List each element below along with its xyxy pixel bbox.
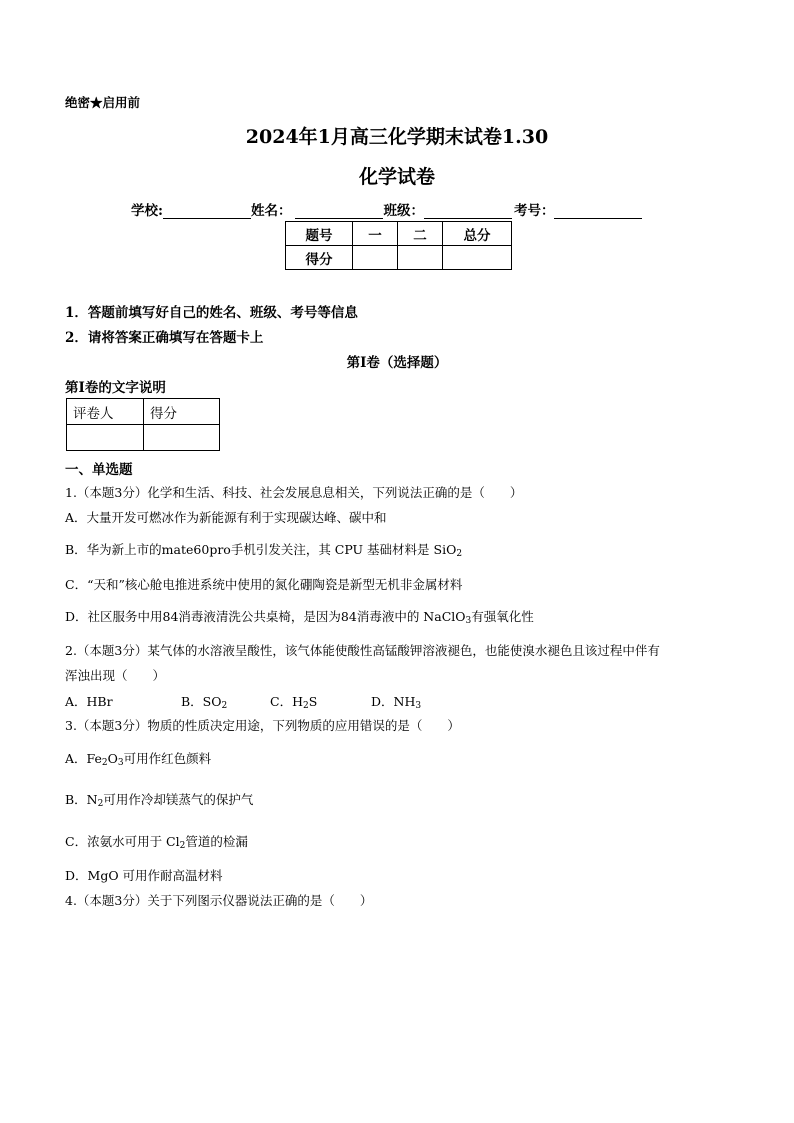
score-row-label: 得分 (286, 246, 353, 270)
q2-stem-line2: 浑浊出现（ ） (65, 668, 166, 683)
school-field[interactable] (163, 204, 251, 219)
q2-option-b: B．$SO_2$ (181, 694, 228, 711)
section-title: 一、单选题 (65, 462, 133, 478)
part-title: 第I卷（选择题） (346, 355, 448, 371)
score-cell (398, 246, 443, 270)
q3-stem: 3.（本题3分）物质的性质决定用途，下列物质的应用错误的是（ ） (65, 718, 460, 733)
score-header-cell: 题号 (286, 222, 353, 246)
q2-stem-line1: 2.（本题3分）某气体的水溶液呈酸性，该气体能使酸性高锰酸钾溶液褪色，也能使溴水褪色且该过程中伴有 (65, 643, 660, 658)
q1-option-a: A．大量开发可燃冰作为新能源有利于实现碳达峰、碳中和 (65, 510, 387, 525)
instruction-1: 1．答题前填写好自己的姓名、班级、考号等信息 (65, 305, 358, 321)
q3-option-b: B．$N_2$可用作冷却镁蒸气的保护气 (65, 792, 254, 809)
class-label: 班级： (383, 203, 424, 219)
q1-option-b: B．华为新上市的mate60pro手机引发关注，其 CPU 基础材料是 SiO$_2$ (65, 542, 463, 559)
q2-option-c: C．$H_2S$ (270, 694, 318, 711)
q2-option-d: D．$NH_3$ (371, 694, 422, 711)
score-header-cell: 一 (353, 222, 398, 246)
grader-table (66, 398, 220, 451)
q3-option-d: D．MgO 可用作耐高温材料 (65, 868, 223, 883)
part-note: 第I卷的文字说明 (65, 380, 166, 396)
school-label: 学校: (131, 203, 163, 219)
grader-label: 评卷人 (67, 399, 144, 425)
score-header-cell: 总分 (443, 222, 512, 246)
class-field[interactable] (424, 204, 512, 219)
q4-stem: 4.（本题3分）关于下列图示仪器说法正确的是（ ） (65, 893, 373, 908)
q3-option-c: C．浓氨水可用于 $Cl_2$管道的检漏 (65, 834, 248, 851)
grader-cell (144, 425, 220, 451)
secret-label: 绝密★启用前 (65, 95, 141, 110)
student-info-line (131, 199, 642, 219)
name-label: 姓名： (250, 203, 292, 219)
number-field[interactable] (554, 204, 642, 219)
main-title: 2024年1月高三化学期末试卷1.30 (245, 126, 549, 148)
q1-option-c: C．“天和”核心舱电推进系统中使用的氮化硼陶瓷是新型无机非金属材料 (65, 577, 463, 592)
grader-score-label: 得分 (144, 399, 220, 425)
q1-stem: 1.（本题3分）化学和生活、科技、社会发展息息相关，下列说法正确的是（ ） (65, 485, 523, 500)
q1-option-d: D．社区服务中用84消毒液清洗公共桌椅，是因为84消毒液中的 NaClO$_3$有强氧化性 (65, 609, 534, 626)
number-label: 考号： (513, 203, 555, 219)
score-cell (443, 246, 512, 270)
q3-option-a: A．$Fe_2O_3$可用作红色颜料 (65, 751, 212, 768)
score-cell (353, 246, 398, 270)
score-header-cell: 二 (398, 222, 443, 246)
instruction-2: 2．请将答案正确填写在答题卡上 (65, 330, 264, 346)
q2-option-a: A．HBr (65, 694, 113, 709)
score-table (285, 221, 512, 270)
name-field[interactable] (295, 204, 383, 219)
subtitle: 化学试卷 (358, 166, 435, 188)
grader-cell (67, 425, 144, 451)
